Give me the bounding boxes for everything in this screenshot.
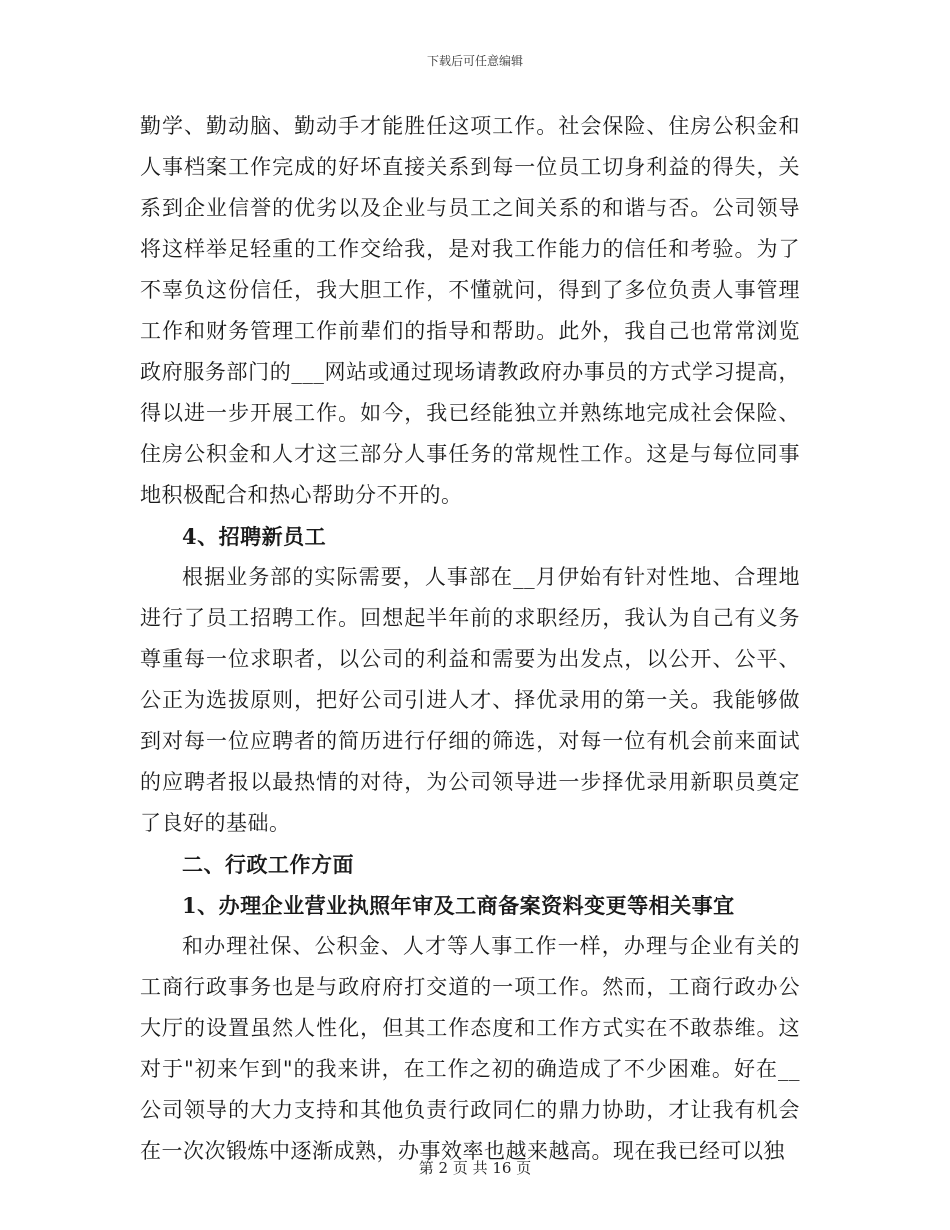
page-header-note: 下载后可任意编辑 <box>426 54 523 68</box>
heading-business-license: 1、办理企业营业执照年审及工商备案资料变更等相关事宜 <box>182 893 735 918</box>
page-number: 第 2 页 共 16 页 <box>418 1159 532 1177</box>
section-heading-admin: 二、行政工作方面 <box>182 852 354 877</box>
paragraph-recruitment: 根据业务部的实际需要，人事部在__月伊始有针对性地、合理地进行了员工招聘工作。回想起半年前的求职经历，我认为自己有义务尊重每一位求职者，以公司的利益和需要为出发点，以公开、公平、公正为选拔原则，把好公司引进人才、择优录用的第一关。我能够做到对每一位应聘者的简历进行仔细的筛选，对每一位有机会前来面试的应聘者报以最热情的对待，为公司领导进一步择优录用新职员奠定了良好的基础。 <box>140 565 800 835</box>
document-body <box>140 106 800 1172</box>
heading-recruit-staff: 4、招聘新员工 <box>182 524 327 549</box>
paragraph-business-affairs: 和办理社保、公积金、人才等人事工作一样，办理与企业有关的工商行政事务也是与政府府打交道的一项工作。然而，工商行政办公大厅的设置虽然人性化，但其工作态度和工作方式实在不敢恭维。这对于"初来乍到"的我来讲，在工作之初的确造成了不少困难。好在__公司领导的大力支持和其他负责行政同仁的鼎力协助，才让我有机会在一次次锻炼中逐渐成熟，办事效率也越来越高。现在我已经可以独 <box>140 934 800 1163</box>
paragraph-social-insurance: 勤学、勤动脑、勤动手才能胜任这项工作。社会保险、住房公积金和人事档案工作完成的好坏直接关系到每一位员工切身利益的得失，关系到企业信誉的优劣以及企业与员工之间关系的和谐与否。公司领导将这样举足轻重的工作交给我，是对我工作能力的信任和考验。为了不辜负这份信任，我大胆工作，不懂就问，得到了多位负责人事管理工作和财务管理工作前辈们的指导和帮助。此外，我自己也常常浏览政府服务部门的___网站或通过现场请教政府办事员的方式学习提高，得以进一步开展工作。如今，我已经能独立并熟练地完成社会保险、住房公积金和人才这三部分人事任务的常规性工作。这是与每位同事地积极配合和热心帮助分不开的。 <box>140 114 800 507</box>
